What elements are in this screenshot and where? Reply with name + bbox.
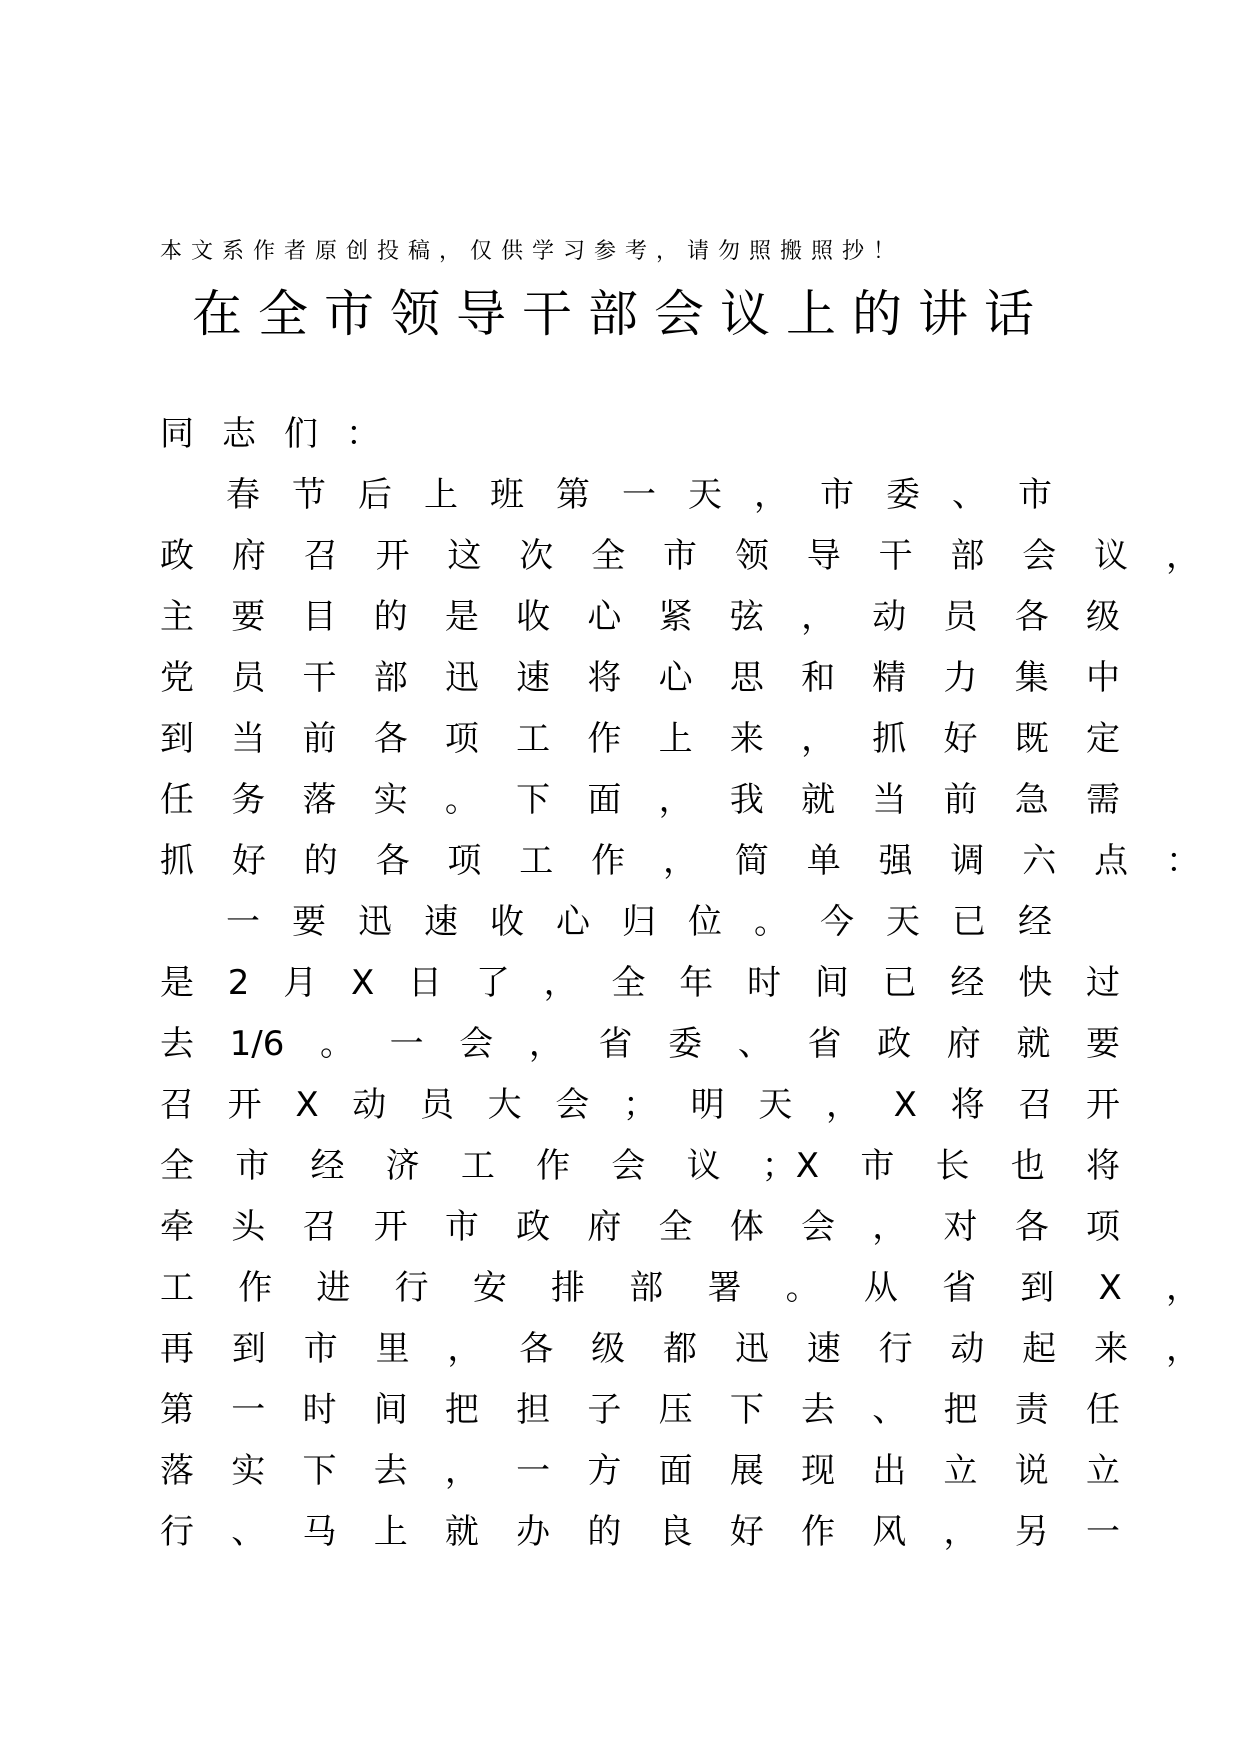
body-line: 抓好的各项工作，简单强调六点： [160,841,1200,881]
body-line: 到当前各项工作上来，抓好既定 [160,719,1120,759]
body-line: 落实下去，一方面展现出立说立 [160,1451,1120,1491]
body-line: 政府召开这次全市领导干部会议， [160,536,1200,576]
copyright-notice: 本文系作者原创投稿，仅供学习参考，请勿照搬照抄！ [160,239,905,264]
body-line: 工作进行安排部署。从省到X， [160,1268,1200,1308]
salutation: 同志们： [160,414,408,454]
body-line: 召开X动员大会；明天，X将召开 [160,1085,1120,1125]
body-line: 党员干部迅速将心思和精力集中 [160,658,1120,698]
body-line: 是2月X日了，全年时间已经快过 [160,963,1120,1003]
body-line: 一要迅速收心归位。今天已经 [226,902,1052,942]
body-line: 行、马上就办的良好作风，另一 [160,1512,1120,1552]
body-line: 牵头召开市政府全体会，对各项 [160,1207,1120,1247]
body-line: 主要目的是收心紧弦，动员各级 [160,597,1120,637]
body-line: 全市经济工作会议；X市长也将 [160,1146,1120,1186]
body-line: 再到市里，各级都迅速行动起来， [160,1329,1200,1369]
body-line: 第一时间把担子压下去、把责任 [160,1390,1120,1430]
body-line: 春节后上班第一天，市委、市 [226,475,1052,515]
body-line: 去1/6。一会，省委、省政府就要 [160,1024,1120,1064]
body-line: 任务落实。下面，我就当前急需 [160,780,1120,820]
page-title: 在全市领导干部会议上的讲话 [192,285,1050,343]
